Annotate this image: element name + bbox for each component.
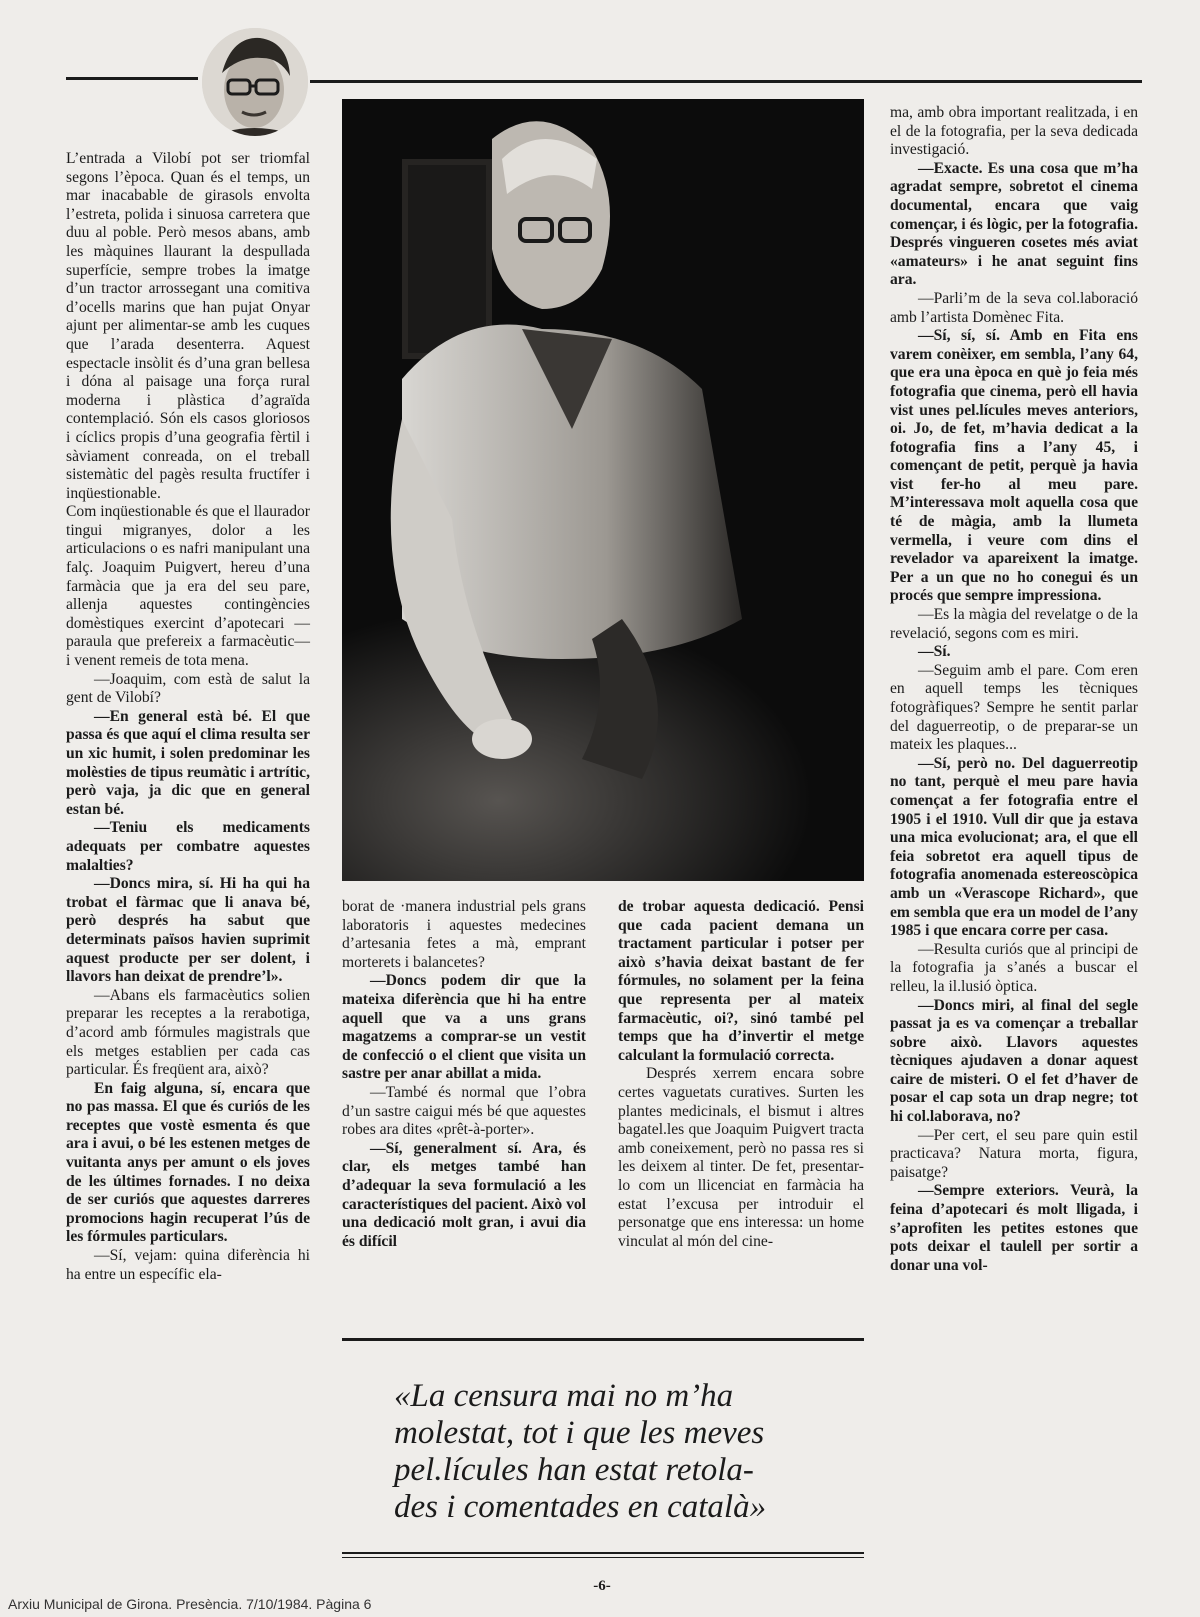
pull-quote-line: des i comentades en català» xyxy=(394,1489,767,1525)
article-column-3 xyxy=(618,898,864,1251)
article-paragraph: —Per cert, el seu pare quin estil practicava? Natura morta, figura, paisatge? xyxy=(890,1126,1138,1181)
article-paragraph: —Sí, sí, sí. Amb en Fita ens varem conèixer, em sembla, l’any 64, que era una època en què jo feia més fotografia que cinema, però ell havia vist unes pel.lícules meves anteriors, oi. Jo, de fet, m’havia dedicat a la fotografia fins a l’any 45, i començant de petit, perquè ja havia vist fer-ho al meu pare. M’interessava molt aquella cosa que té de màgia, amb la llumeta vermella, i veure com dins el revelador va apareixent la imatge. Per a un que no ho conegui és un procés que sempre impressiona. xyxy=(890,327,1138,605)
article-paragraph: —Exacte. Es una cosa que m’ha agradat sempre, sobretot el cinema documental, encara que vaig començar, i és lògic, per la fotografia. Després vingueren cosetes més aviat «amateurs» i he anat seguint fins ara. xyxy=(890,159,1138,289)
article-paragraph: de trobar aquesta dedicació. Pensi que cada pacient demana un tractament particular i potser per això s’havia deixat bastant de fer fórmules, no solament per la feina que representa per al mateix farmacèutic, oi?, sinó també pel temps que ha d’invertir el metge calculant la formulació correcta. xyxy=(618,898,864,1064)
article-column-1 xyxy=(66,150,310,1284)
pull-quote-rule-top xyxy=(342,1338,864,1341)
article-paragraph: —Sí, però no. Del daguerreotip no tant, perquè el meu pare havia començat a fer fotografia entre el 1905 i el 1910. Vull dir que ja estava una mica evolucionat; ara, el que ell feia sobretot era aquell tipus de fotografia anomenada estereoscòpica amb un «Verascope Richard», que em sembla que era un model de l’any 1985 i que encara corre per casa. xyxy=(890,754,1138,940)
article-paragraph: —En general està bé. El que passa és que aquí el clima resulta ser un xic humit, i solen predominar les molèsties de tipus reumàtic i artrític, però vaja, ja dic que en general estan bé. xyxy=(66,707,310,818)
article-paragraph: —Sempre exteriors. Veurà, la feina d’apotecari és molt lligada, i s’aprofiten les petites estones que pots deixar el taulell per sortir a donar una vol- xyxy=(890,1182,1138,1274)
article-paragraph: En faig alguna, sí, encara que no pas massa. El que és curiós de les receptes que vostè esmenta és que ara i avui, o bé les estenen metges de vuitanta anys per amunt o els joves de les últimes fornades. I no deixa de ser curiós que aquestes darreres promocions hagin recuperat l’ús de les fórmules particulars. xyxy=(66,1079,310,1246)
article-paragraph: —Sí, vejam: quina diferència hi ha entre un específic ela- xyxy=(66,1247,310,1283)
article-paragraph: —Abans els farmacèutics solien preparar les receptes a la rerabotiga, d’acord amb fórmules magistrals que els metges establien per cada cas particular. És freqüent ara, això? xyxy=(66,986,310,1079)
article-paragraph: —També és normal que l’obra d’un sastre caigui més bé que aquestes robes ara dites «prêt-à-porter». xyxy=(342,1083,586,1139)
article-paragraph: —Parli’m de la seva col.laboració amb l’artista Domènec Fita. xyxy=(890,289,1138,326)
article-paragraph: —Joaquim, com està de salut la gent de Vilobí? xyxy=(66,670,310,707)
header-rule-right xyxy=(310,80,1142,83)
photograph xyxy=(342,99,864,881)
portrait-image xyxy=(202,28,308,136)
article-paragraph: L’entrada a Vilobí pot ser triomfal segons l’època. Quan és el temps, un mar inacabable de girasols envolta l’estreta, polida i sinuosa carretera que duu al poble. Però mesos abans, amb les màquines llaurant la despullada superfície, sempre trobes la imatge d’un tractor arrossegant una comitiva d’ocells marins que han pujat Onyar ajunt per alimentar-se amb les cuques que l’arada desenterra. Aquest espectacle insòlit és d’una gran bellesa i dóna al paisage una força rural moderna i plàstica d’agraïda contemplació. Són els casos gloriosos i cíclics propis d’una geografia fèrtil i sàviament conreada, on el treball sistemàtic del pagès resulta fructífer i inqüestionable. xyxy=(66,150,310,502)
pull-quote-line: pel.lícules han estat retola- xyxy=(394,1452,754,1488)
photograph-image xyxy=(342,99,864,881)
article-paragraph: —Sí, generalment sí. Ara, és clar, els metges també han d’adequar la seva formulació a les característiques del pacient. Això vol una dedicació molt gran, i avui dia és difícil xyxy=(342,1139,586,1250)
archive-footer: Arxiu Municipal de Girona. Presència. 7/10/1984. Pàgina 6 xyxy=(8,1596,372,1612)
article-column-4 xyxy=(890,104,1138,1275)
article-paragraph: —Doncs podem dir que la mateixa diferència que hi ha entre aquell que va a uns grans magatzems a comprar-se un vestit de confecció o el client que visita un sastre per anar abillat a mida. xyxy=(342,972,586,1083)
pull-quote-line: «La censura mai no m’ha xyxy=(394,1378,734,1414)
article-paragraph: Com inqüestionable és que el llaurador tingui migranyes, dolor a les articulacions o es nafri manipulant una falç. Joaquim Puigvert, hereu d’una farmàcia que ja era del seu pare, allenja aquestes contingències domèstiques exercint d’apotecari —paraula que prefereix a farmacèutic— i venent remeis de tota mena. xyxy=(66,503,310,670)
article-paragraph: —Teniu els medicaments adequats per combatre aquestes malalties? xyxy=(66,819,310,874)
header-rule-left xyxy=(66,77,198,80)
article-paragraph: Després xerrem encara sobre certes vaguetats curatives. Surten les plantes medicinals, el bismut i altres bagatel.les que Joaquim Puigvert tracta amb coneixement, però no passa res si les deixem al tinter. De fet, presentar-lo com un llicenciat en farmàcia ha estat l’excusa per introduir el personatge que ens interessa: un home vinculat al món del cine- xyxy=(618,1065,864,1250)
pull-quote-rule-bottom-1 xyxy=(342,1552,864,1554)
pull-quote-line: molestat, tot i que les meves xyxy=(394,1415,765,1451)
article-paragraph: —Doncs mira, sí. Hi ha qui ha trobat el fàrmac que li anava bé, però després ha sabut que determinats països havien suprimit aquest producte per ser dolent, i llavors han deixat de prendre’l». xyxy=(66,875,310,986)
article-paragraph: ma, amb obra important realitzada, i en el de la fotografia, per la seva dedicada investigació. xyxy=(890,104,1138,159)
article-paragraph: —Sí. xyxy=(918,643,951,661)
article-paragraph: —Doncs miri, al final del segle passat ja es va començar a treballar sobre això. Llavors aquestes tècniques ajudaven a donar aquest caire de misteri. O el fet d’haver de posar el cap sota un drap negre; tot hi col.laborava, no? xyxy=(890,996,1138,1126)
article-column-2 xyxy=(342,898,586,1251)
author-portrait xyxy=(202,28,308,136)
article-paragraph: —Seguim amb el pare. Com eren en aquell temps les tècniques fotogràfiques? Sempre he sentit parlar del daguerreotip, o de preparar-se un mateix les plaques... xyxy=(890,661,1138,754)
article-paragraph: —Resulta curiós que al principi de la fotografia ja s’anés a buscar el relleu, la il.lusió òptica. xyxy=(890,940,1138,995)
pull-quote-rule-bottom-2 xyxy=(342,1557,864,1558)
page-number: -6- xyxy=(593,1578,611,1594)
article-paragraph: borat de ·manera industrial pels grans laboratoris i aquestes medecines d’artesania fetes a mà, emprant morterets i balancetes? xyxy=(342,898,586,971)
article-paragraph: —Es la màgia del revelatge o de la revelació, segons com es miri. xyxy=(890,606,1138,642)
pull-quote xyxy=(394,1378,834,1526)
